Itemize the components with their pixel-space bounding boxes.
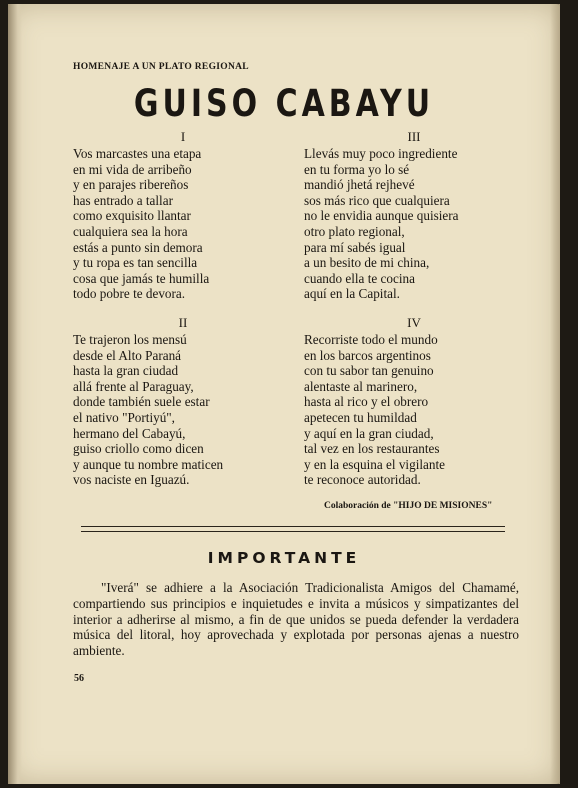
poem-credit: Colaboración de "HIJO DE MISIONES" [324, 501, 493, 511]
verse-line: guiso criollo como dicen [73, 441, 204, 457]
verse-line: desde el Alto Paraná [73, 347, 182, 363]
verse-line: y tu ropa es tan sencilla [73, 255, 198, 271]
verse-line: Recorriste todo el mundo [304, 332, 438, 347]
verse-line: allá frente al Paraguay, [73, 378, 194, 394]
verse-line: a un besito de mi china, [304, 255, 430, 271]
notice-heading: IMPORTANTE [207, 549, 361, 567]
stanza-lines [304, 332, 524, 488]
verse-line: alentaste al marinero, [304, 378, 418, 394]
verse-line: otro plato regional, [304, 223, 405, 239]
stanza-numeral: II [178, 315, 188, 330]
verse-line: Vos marcastes una etapa [73, 146, 202, 161]
verse-line: y en parajes ribereños [73, 177, 189, 193]
verse-line: mandió jhetá rejhevé [304, 177, 415, 193]
stanza-1 [73, 128, 293, 302]
divider-rule [81, 531, 505, 532]
verse-line: sos más rico que cualquiera [304, 192, 450, 208]
poem-title: GUISO CABAYU [133, 82, 435, 126]
verse-line: para mí sabés igual [304, 239, 406, 255]
verse-line: en mi vida de arribeño [73, 161, 192, 177]
magazine-page [8, 4, 560, 784]
divider-rule [81, 526, 505, 527]
stanza-2 [73, 314, 293, 488]
stanza-4 [304, 314, 524, 488]
verse-line: y aquí en la gran ciudad, [304, 425, 434, 441]
stanza-lines [304, 146, 524, 302]
verse-line: en los barcos argentinos [304, 347, 431, 363]
stanza-numeral: I [180, 129, 186, 144]
verse-line: el nativo "Portiyú", [73, 409, 175, 425]
verse-line: has entrado a tallar [73, 192, 173, 208]
verse-line: y en la esquina el vigilante [304, 456, 445, 472]
stanza-lines [73, 332, 293, 488]
verse-line: cualquiera sea la hora [73, 223, 188, 239]
verse-line: hasta la gran ciudad [73, 363, 179, 379]
verse-line: vos naciste en Iguazú. [73, 472, 190, 488]
verse-line: Llevás muy poco ingrediente [304, 146, 458, 161]
verse-line: cosa que jamás te humilla [73, 270, 210, 286]
verse-line: todo pobre te devora. [73, 286, 186, 302]
verse-line: y aunque tu nombre maticen [73, 456, 224, 472]
verse-line: con tu sabor tan genuino [304, 363, 434, 379]
stanza-3 [304, 128, 524, 302]
verse-line: Te trajeron los mensú [73, 332, 187, 347]
verse-line: como exquisito llantar [73, 208, 191, 224]
verse-line: donde también suele estar [73, 394, 210, 410]
verse-line: te reconoce autoridad. [304, 472, 421, 488]
stanza-numeral: III [407, 129, 421, 144]
notice-body: "Iverá" se adhiere a la Asociación Tradicionalista Amigos del Chamamé, compartiendo sus principios e inquietudes e invita a músicos y simpatizantes del interior a adherirse al mismo, a fin de que unidos se pueda defender la verdadera música del litoral, hoy aprovechada y explotada por personas ajenas a nuestro ambiente. [73, 580, 519, 659]
stanza-lines [73, 146, 293, 302]
stanza-numeral: IV [407, 315, 421, 330]
page-number: 56 [74, 673, 84, 684]
verse-line: no le envidia aunque quisiera [304, 208, 459, 224]
verse-line: cuando ella te cocina [304, 270, 415, 286]
verse-line: en tu forma yo lo sé [304, 161, 410, 177]
verse-line: tal vez en los restaurantes [304, 441, 440, 457]
verse-line: estás a punto sin demora [73, 239, 203, 255]
verse-line: aquí en la Capital. [304, 286, 400, 302]
verse-line: hermano del Cabayú, [73, 425, 186, 441]
verse-line: apetecen tu humildad [304, 409, 417, 425]
verse-line: hasta al rico y el obrero [304, 394, 429, 410]
running-head: HOMENAJE A UN PLATO REGIONAL [73, 62, 249, 72]
